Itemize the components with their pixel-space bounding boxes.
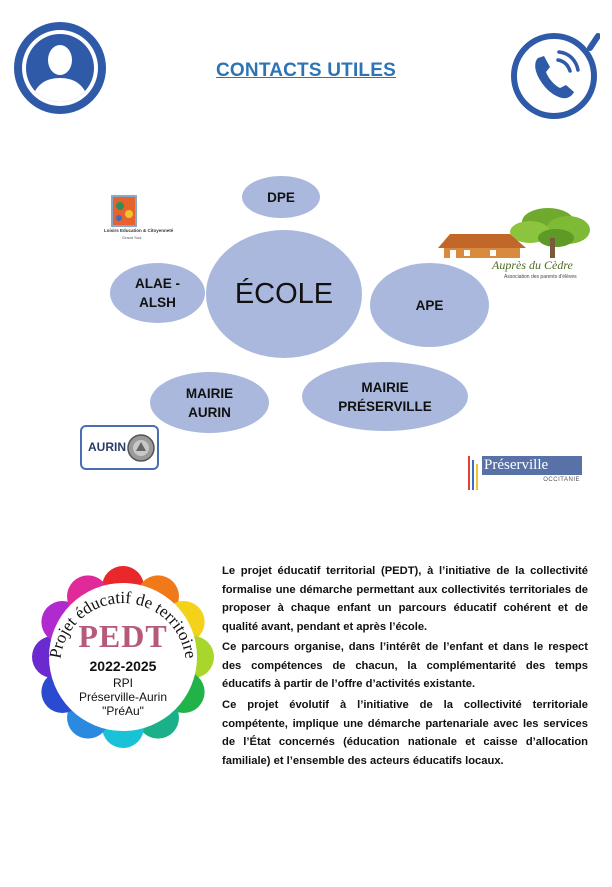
loisirs-sub: Grand Sud xyxy=(122,235,142,240)
pedt-logo xyxy=(32,566,214,748)
preserville-name: Préserville xyxy=(482,456,582,475)
mairie-aurin-label: MAIRIE AURIN xyxy=(185,385,234,420)
pedt-paragraph-3: Ce projet évolutif à l’initiative de la collectivité territoriale compétente, implique une démarche partenariale avec les services de l’État concernés (éducation nationale et caisse d’allocation familiale) et l’ensemble des acteurs éducatifs locaux. xyxy=(222,699,588,767)
loisirs-name: Loisirs Education & Citoyenneté xyxy=(104,228,174,233)
bubble-alae-alsh xyxy=(110,263,205,323)
bubble-dpe xyxy=(242,176,320,218)
cedre-name: Auprès du Cèdre xyxy=(492,258,573,272)
mairie-preserville-label: MAIRIE PRÉSERVILLE xyxy=(338,379,432,414)
pedt-paragraph-1: Le projet éducatif territorial (PEDT), à l’initiative de la collectivité formalise une démarche permettant aux collectivités territoriales de proposer à chaque enfant un parcours éducatif cohérent et de qualité avant, pendant et après l’école. xyxy=(222,565,588,633)
pedt-rpi: RPI xyxy=(112,676,133,690)
cedre-sub: Association des parents d'élèves xyxy=(504,274,577,280)
dpe-label: DPE xyxy=(267,189,295,205)
loisirs-education-logo xyxy=(104,194,174,246)
aurin-logo xyxy=(80,425,159,470)
pedt-nickname: "PréAu" xyxy=(102,704,144,718)
page-title: CONTACTS UTILES xyxy=(216,60,396,81)
pedt-arc-text: Projet éducatif de territoire xyxy=(45,587,201,660)
pedt-acronym: PEDT xyxy=(78,618,168,654)
pedt-years: 2022-2025 xyxy=(89,658,157,674)
ecole-label: ÉCOLE xyxy=(234,277,334,310)
preserville-sub: OCCITANIE xyxy=(543,477,580,483)
bubble-mairie-preserville xyxy=(302,362,468,431)
alae-label: ALAE - ALSH xyxy=(135,276,180,310)
ape-label: APE xyxy=(415,297,444,313)
pedt-rpi-name: Préserville-Aurin xyxy=(78,690,168,704)
aupres-du-cedre-logo xyxy=(430,204,600,284)
pedt-paragraph-2: Ce parcours organise, dans l’intérêt de l’enfant et dans le respect des compétences de chacun, la complémentarité des temps éducatifs à partir de l’offre d’activités existante. xyxy=(222,641,588,690)
aurin-label: AURIN xyxy=(88,440,126,454)
bubble-ecole xyxy=(206,230,362,358)
bubble-mairie-aurin xyxy=(150,372,269,433)
preserville-logo xyxy=(466,456,584,492)
